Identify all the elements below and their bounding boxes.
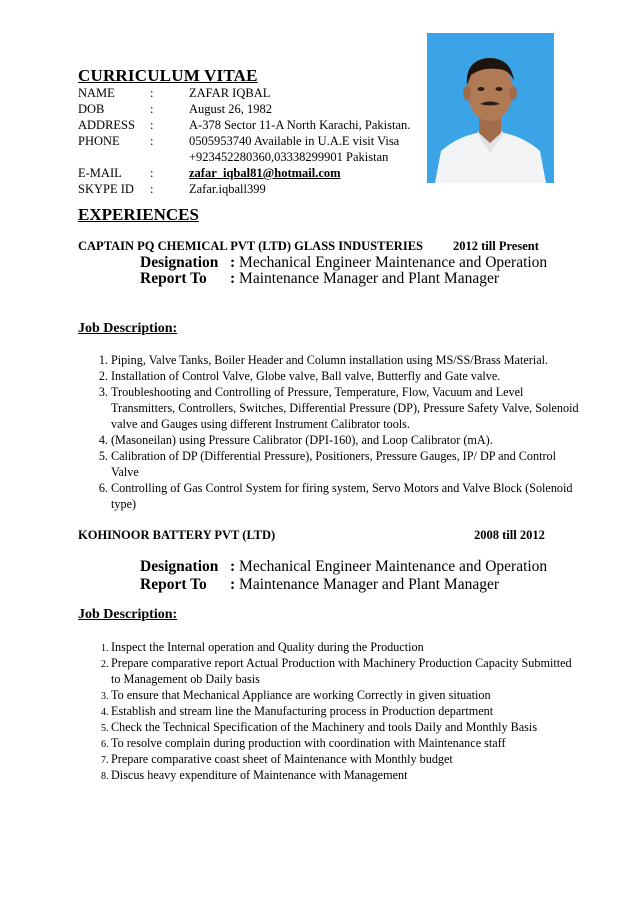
- info-label: PHONE: [78, 134, 120, 148]
- report-value-wrap: : Maintenance Manager and Plant Manager: [230, 270, 499, 287]
- company-name: KOHINOOR BATTERY PVT (LTD): [78, 528, 276, 542]
- report-value: Maintenance Manager and Plant Manager: [239, 576, 499, 593]
- info-colon: :: [150, 86, 154, 100]
- list-item: 1. Inspect the Internal operation and Quality during the Production: [111, 639, 581, 655]
- info-label: NAME: [78, 86, 115, 100]
- list-item: 6. Controlling of Gas Control System for firing system, Servo Motors and Valve Block (Solenoid type): [111, 480, 581, 512]
- info-label: E-MAIL: [78, 166, 122, 180]
- list-item: 3. To ensure that Mechanical Appliance are working Correctly in given situation: [111, 687, 581, 703]
- info-colon: :: [150, 134, 154, 148]
- list-item: 5. Check the Technical Specification of the Machinery and tools Daily and Monthly Basis: [111, 719, 581, 735]
- info-colon: :: [150, 182, 154, 196]
- info-label: SKYPE ID: [78, 182, 134, 196]
- email-link[interactable]: zafar_iqbal81@hotmail.com: [189, 166, 341, 180]
- list-item: 7. Prepare comparative coast sheet of Maintenance with Monthly budget: [111, 751, 581, 767]
- designation-value: Mechanical Engineer Maintenance and Operation: [239, 558, 548, 575]
- cv-title: CURRICULUM VITAE: [78, 66, 258, 85]
- info-value-skype: Zafar.iqball399: [189, 182, 266, 196]
- job-description-list: [78, 639, 581, 783]
- info-value-phone: 0505953740 Available in U.A.E visit Visa: [189, 134, 400, 148]
- report-label: Report To: [140, 576, 207, 593]
- job-period: 2008 till 2012: [474, 528, 545, 542]
- designation-value-wrap: : Mechanical Engineer Maintenance and Operation: [230, 254, 548, 271]
- job-description-heading: Job Description:: [78, 321, 178, 336]
- list-item: 4. Establish and stream line the Manufacturing process in Production department: [111, 703, 581, 719]
- designation-label: Designation: [140, 558, 219, 575]
- job-description-heading: Job Description:: [78, 607, 178, 622]
- list-item: 8. Discus heavy expenditure of Maintenance with Management: [111, 767, 581, 783]
- designation-value-wrap: : Mechanical Engineer Maintenance and Operation: [230, 558, 548, 575]
- info-value-address: A-378 Sector 11-A North Karachi, Pakistan.: [189, 118, 411, 132]
- list-item: 4. (Masoneilan) using Pressure Calibrator (DPI-160), and Loop Calibrator (mA).: [111, 432, 581, 448]
- portrait-illustration: [427, 33, 554, 183]
- list-item: 2. Prepare comparative report Actual Production with Machinery Production Capacity Submitted to Management ob Daily basis: [111, 655, 581, 687]
- designation-label: Designation: [140, 254, 219, 271]
- profile-photo: [427, 33, 554, 183]
- info-label: DOB: [78, 102, 105, 116]
- info-label: ADDRESS: [78, 118, 135, 132]
- info-colon: :: [150, 166, 154, 180]
- list-item: 5. Calibration of DP (Differential Pressure), Positioners, Pressure Gauges, IP/ DP and Control Valve: [111, 448, 581, 480]
- list-item: 3. Troubleshooting and Controlling of Pressure, Temperature, Flow, Vacuum and Level Transmitters, Controllers, Switches, Differential Pressure (DP), Pressure Safety Valve, Solenoid valve and Gauges using different Instrument Calibrator tools.: [111, 384, 581, 432]
- job-period: 2012 till Present: [453, 239, 539, 253]
- info-colon: :: [150, 102, 154, 116]
- company-name: CAPTAIN PQ CHEMICAL PVT (LTD) GLASS INDUSTERIES: [78, 239, 423, 253]
- info-colon: :: [150, 118, 154, 132]
- info-value-dob: August 26, 1982: [189, 102, 272, 116]
- job-description-list: [78, 352, 581, 512]
- list-item: 2. Installation of Control Valve, Globe valve, Ball valve, Butterfly and Gate valve.: [111, 368, 581, 384]
- info-value-name: ZAFAR IQBAL: [189, 86, 271, 100]
- report-label: Report To: [140, 270, 207, 287]
- list-item: 1. Piping, Valve Tanks, Boiler Header and Column installation using MS/SS/Brass Material.: [111, 352, 581, 368]
- info-value-phone-2: +923452280360,03338299901 Pakistan: [189, 150, 389, 164]
- experiences-heading: EXPERIENCES: [78, 205, 199, 224]
- report-value-wrap: : Maintenance Manager and Plant Manager: [230, 576, 499, 593]
- list-item: 6. To resolve complain during production with coordination with Maintenance staff: [111, 735, 581, 751]
- designation-value: Mechanical Engineer Maintenance and Operation: [239, 254, 548, 271]
- report-value: Maintenance Manager and Plant Manager: [239, 270, 499, 287]
